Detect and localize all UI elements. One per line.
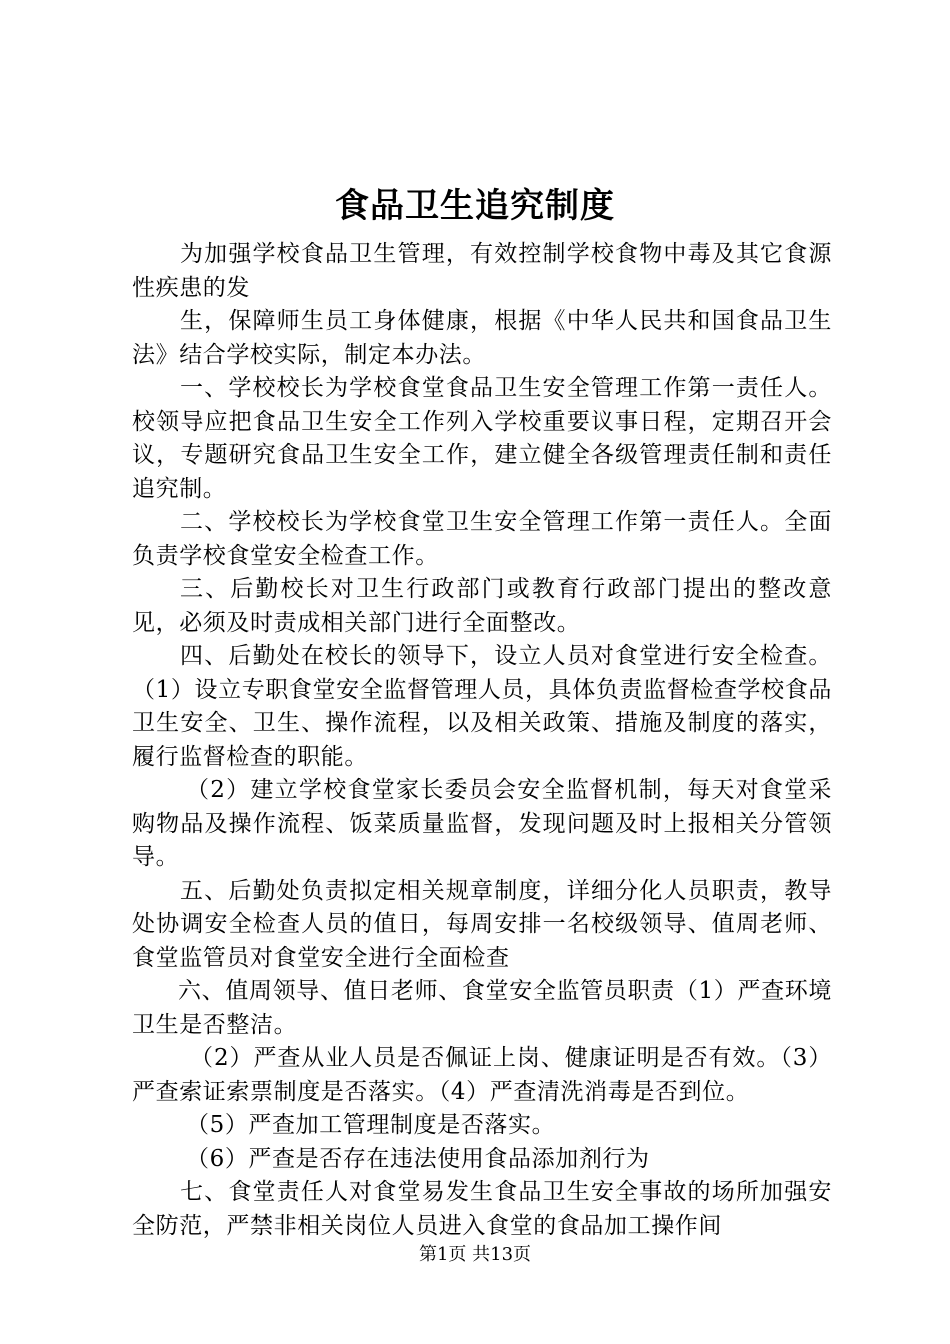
paragraph-12: （6）严查是否存在违法使用食品添加剂行为 (186, 1145, 650, 1172)
paragraph-13: 七、食堂责任人对食堂易发生食品卫生安全事故的场所加强安全防范，严禁非相关岗位人员进入食堂的食品加工操作间 (132, 1179, 832, 1239)
paragraph-11: （5）严查加工管理制度是否落实。 (186, 1112, 556, 1138)
paragraph-9: 六、值周领导、值日老师、食堂安全监管员职责（1）严查环境卫生是否整洁。 (132, 978, 832, 1038)
paragraph-10: （2）严查从业人员是否佩证上岗、健康证明是否有效。（3）严查索证索票制度是否落实。（4）严查清洗消毒是否到位。 (132, 1045, 832, 1105)
paragraph-2: 生，保障师生员工身体健康，根据《中华人民共和国食品卫生法》结合学校实际，制定本办法。 (132, 308, 832, 368)
paragraph-6: 四、后勤处在校长的领导下，设立人员对食堂进行安全检查。（1）设立专职食堂安全监督管理人员，具体负责监督检查学校食品卫生安全、卫生、操作流程，以及相关政策、措施及制度的落实，履行监督检查的职能。 (132, 643, 832, 770)
document-body (132, 238, 832, 1243)
page-footer: 第1页 共13页 (418, 1244, 532, 1265)
paragraph-4: 二、学校校长为学校食堂卫生安全管理工作第一责任人。全面负责学校食堂安全检查工作。 (132, 509, 832, 569)
paragraph-8: 五、后勤处负责拟定相关规章制度，详细分化人员职责，教导处协调安全检查人员的值日，每周安排一名校级领导、值周老师、食堂监管员对食堂安全进行全面检查 (132, 877, 832, 971)
paragraph-5: 三、后勤校长对卫生行政部门或教育行政部门提出的整改意见，必须及时责成相关部门进行全面整改。 (132, 576, 832, 636)
document-title: 食品卫生追究制度 (335, 186, 615, 226)
paragraph-3: 一、学校校长为学校食堂食品卫生安全管理工作第一责任人。校领导应把食品卫生安全工作列入学校重要议事日程，定期召开会议，专题研究食品卫生安全工作，建立健全各级管理责任制和责任追究制。 (132, 375, 832, 502)
paragraph-7: （2）建立学校食堂家长委员会安全监督机制，每天对食堂采购物品及操作流程、饭菜质量监督，发现问题及时上报相关分管领导。 (132, 777, 832, 870)
paragraph-1: 为加强学校食品卫生管理，有效控制学校食物中毒及其它食源性疾患的发 (132, 241, 832, 301)
